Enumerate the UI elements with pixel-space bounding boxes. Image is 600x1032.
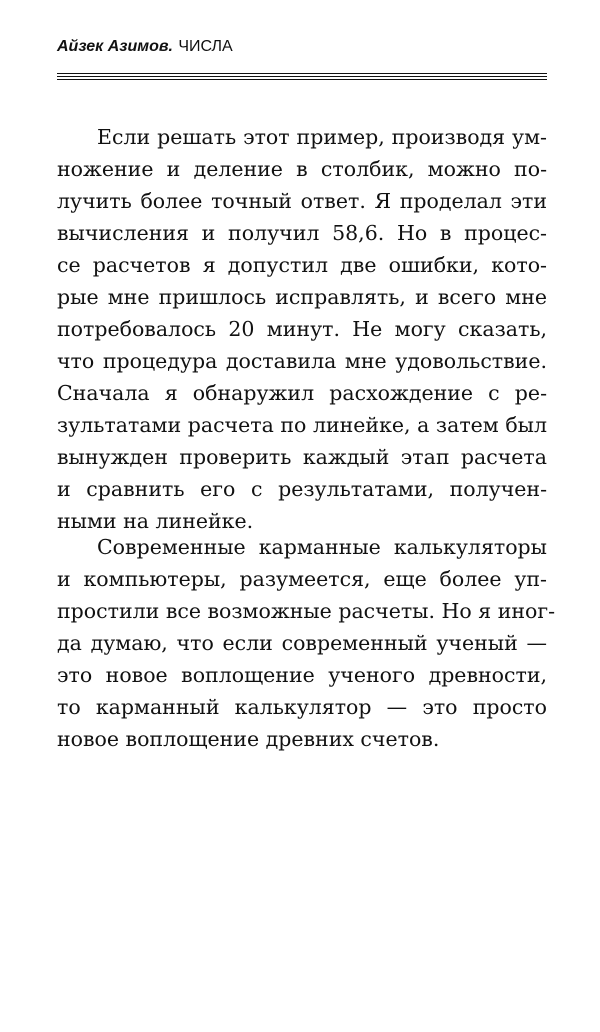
text-line: рые мне пришлось исправлять, и всего мне <box>57 285 547 309</box>
running-head-title: ЧИСЛА <box>178 38 233 55</box>
text-line: се расчетов я допустил две ошибки, кото- <box>57 253 547 277</box>
text-line: это новое воплощение ученого древности, <box>57 663 547 687</box>
text-line: Если решать этот пример, производя ум- <box>97 125 547 149</box>
text-line: и сравнить его с результатами, получен- <box>57 477 547 501</box>
paragraph-2 <box>57 531 556 755</box>
text-line: Современные карманные калькуляторы <box>97 535 547 559</box>
text-line: вынужден проверить каждый этап расчета <box>57 445 547 469</box>
running-head-author: Айзек Азимов. <box>57 38 173 55</box>
text-line: то карманный калькулятор — это просто <box>57 695 547 719</box>
text-line: простили все возможные расчеты. Но я иног- <box>57 599 556 623</box>
text-line: новое воплощение древних счетов. <box>57 727 440 751</box>
header-rule <box>57 79 547 80</box>
text-line: ными на линейке. <box>57 509 254 533</box>
running-head <box>57 35 233 58</box>
header-rule <box>57 73 547 74</box>
text-line: Сначала я обнаружил расхождение с ре- <box>57 381 547 405</box>
text-line: и компьютеры, разумеется, еще более уп- <box>57 567 547 591</box>
text-line: вычисления и получил 58,6. Но в процес- <box>57 221 547 245</box>
text-line: зультатами расчета по линейке, а затем был <box>57 413 547 437</box>
text-line: потребовалось 20 минут. Не могу сказать, <box>57 317 547 341</box>
text-line: что процедура доставила мне удовольствие. <box>57 349 547 373</box>
text-line: ножение и деление в столбик, можно по- <box>57 157 547 181</box>
text-line: лучить более точный ответ. Я проделал эти <box>57 189 547 213</box>
text-line: да думаю, что если современный ученый — <box>57 631 547 655</box>
paragraph-1 <box>57 121 547 537</box>
header-rule <box>57 76 547 77</box>
